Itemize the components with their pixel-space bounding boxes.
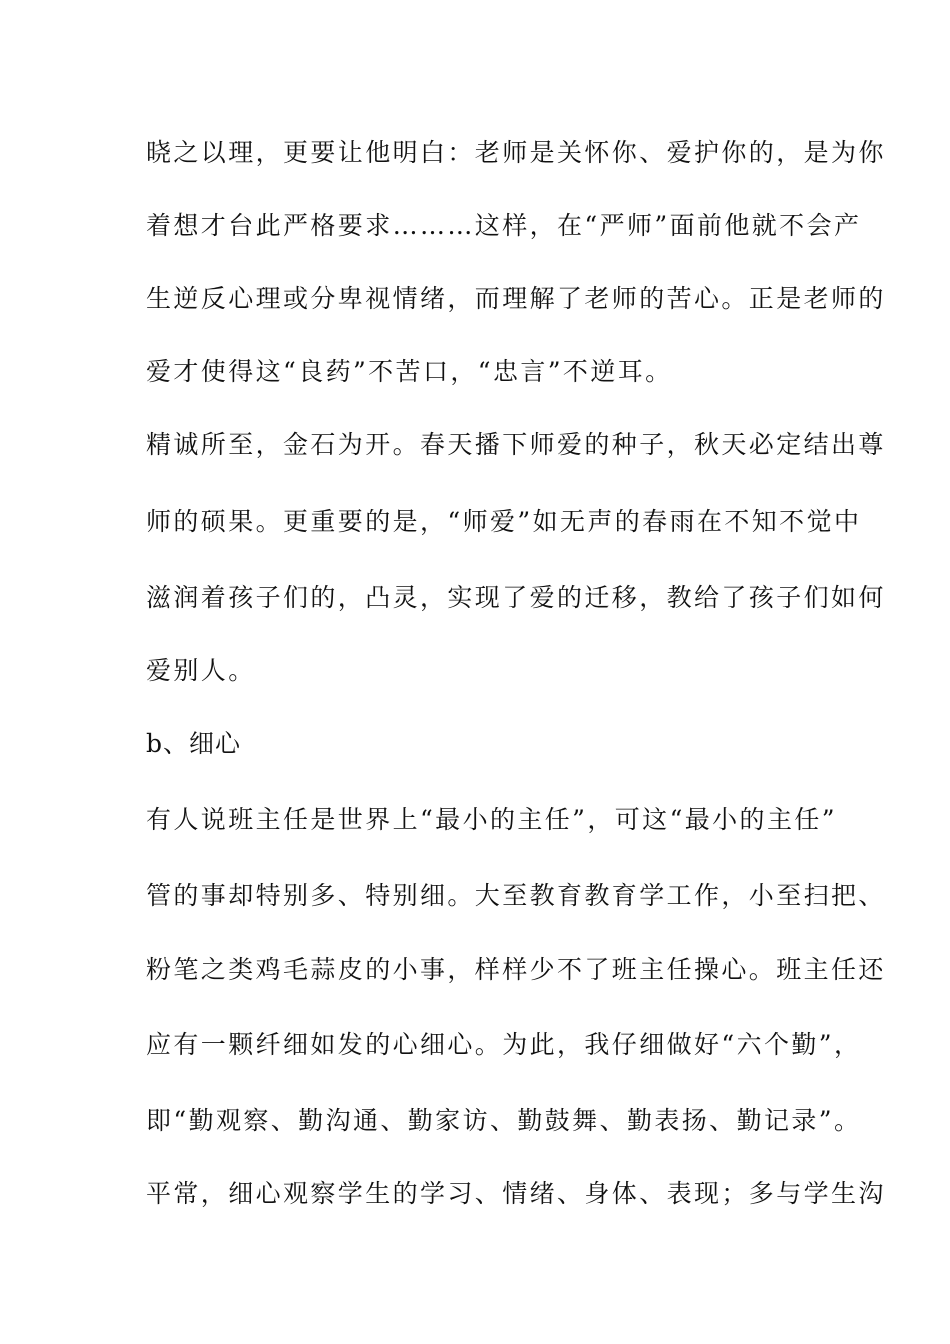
text-line-4: 爱才使得这“良药”不苦口，“忠言”不逆耳。	[146, 357, 673, 386]
text-line-8: 爱别人。	[146, 656, 256, 685]
text-line-3: 生逆反心理或分卑视情绪，而理解了老师的苦心。正是老师的	[146, 284, 886, 313]
text-line-12: 粉笔之类鸡毛蒜皮的小事，样样少不了班主任操心。班主任还	[146, 955, 886, 984]
text-line-6: 师的硕果。更重要的是，“师爱”如无声的春雨在不知不觉中	[146, 507, 862, 536]
text-line-2: 着想才台此严格要求………这样，在“严师”面前他就不会产	[146, 211, 862, 240]
text-line-5: 精诚所至，金石为开。春天播下师爱的种子，秋天必定结出尊	[146, 430, 886, 459]
text-line-13: 应有一颗纤细如发的心细心。为此，我仔细做好“六个勤”，	[146, 1030, 862, 1059]
text-line-11: 管的事却特别多、特别细。大至教育教育学工作，小至扫把、	[146, 881, 886, 910]
text-line-1: 晓之以理，更要让他明白：老师是关怀你、爱护你的，是为你	[146, 138, 886, 167]
text-line-7: 滋润着孩子们的，凸灵，实现了爱的迁移，教给了孩子们如何	[146, 583, 886, 612]
text-line-14: 即“勤观察、勤沟通、勤家访、勤鼓舞、勤表扬、勤记录”。	[146, 1106, 862, 1135]
text-line-10: 有人说班主任是世界上“最小的主任”，可这“最小的主任”	[146, 805, 837, 834]
section-heading-b: b、细心	[146, 729, 242, 758]
text-line-15: 平常，细心观察学生的学习、情绪、身体、表现；多与学生沟	[146, 1179, 886, 1208]
